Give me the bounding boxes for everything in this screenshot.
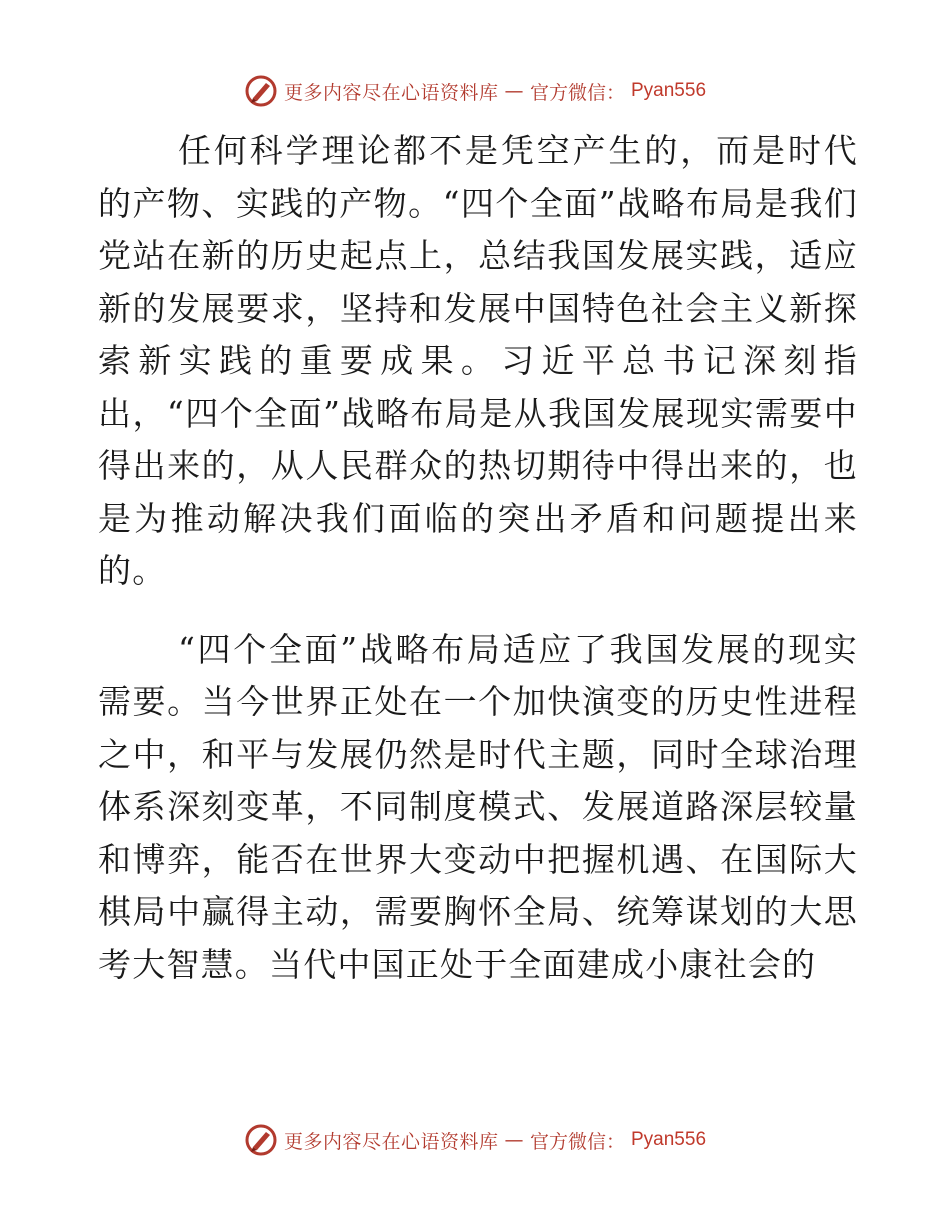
page-header-watermark <box>0 74 950 108</box>
footer-wechat-label: 官方微信： <box>529 1130 625 1153</box>
page-footer-watermark <box>0 1123 950 1157</box>
footer-wechat-id: Pyan556 <box>631 1129 707 1150</box>
header-separator: — <box>504 80 524 102</box>
header-wechat-id: Pyan556 <box>631 80 707 101</box>
document-body <box>98 125 858 991</box>
footer-brand-text: 更多内容尽在心语资料库 <box>283 1130 499 1153</box>
footer-separator: — <box>504 1129 524 1151</box>
brand-logo-icon <box>244 1123 278 1157</box>
body-paragraph-2: “四个全面”战略布局适应了我国发展的现实需要。当今世界正处在一个加快演变的历史性进程之中，和平与发展仍然是时代主题，同时全球治理体系深刻变革，不同制度模式、发展道路深层较量和博弈，能否在世界大变动中把握机遇、在国际大棋局中赢得主动，需要胸怀全局、统筹谋划的大思考大智慧。当代中国正处于全面建成小康社会的 <box>98 629 858 984</box>
brand-logo-icon <box>244 74 278 108</box>
header-wechat-label: 官方微信： <box>529 81 625 104</box>
header-brand-text: 更多内容尽在心语资料库 <box>283 81 499 104</box>
body-paragraph-1: 任何科学理论都不是凭空产生的，而是时代的产物、实践的产物。“四个全面”战略布局是我们党站在新的历史起点上，总结我国发展实践，适应新的发展要求，坚持和发展中国特色社会主义新探索新实践的重要成果。习近平总书记深刻指出，“四个全面”战略布局是从我国发展现实需要中得出来的，从人民群众的热切期待中得出来的，也是为推动解决我们面临的突出矛盾和问题提出来的。 <box>98 131 858 590</box>
